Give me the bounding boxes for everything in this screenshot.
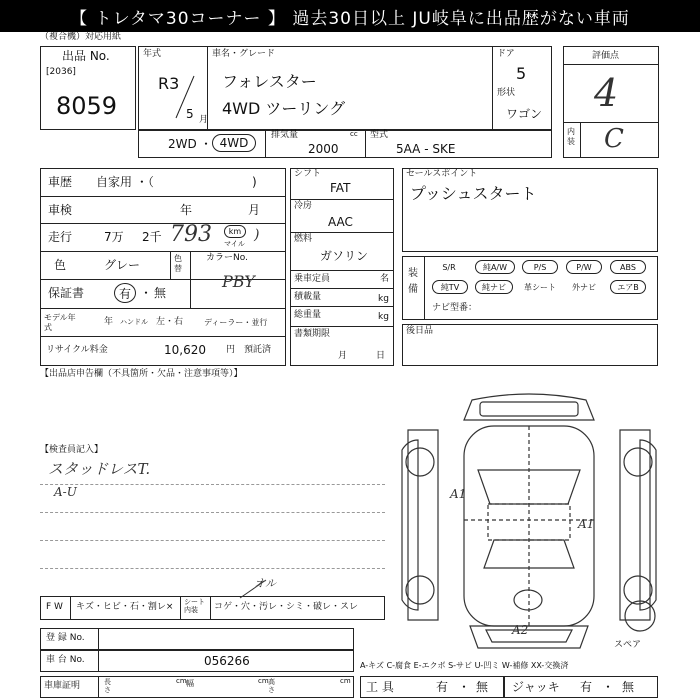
car-diagram	[398, 390, 660, 655]
warranty-no: 無	[154, 286, 167, 300]
recycle-label: リサイクル料金	[46, 345, 108, 355]
tools-no: 無	[476, 680, 489, 694]
first-reg-label: 書類期限	[294, 329, 331, 339]
drive-sep: ・	[200, 137, 213, 151]
recycle-value: 10,620	[164, 343, 206, 357]
history-label: 車歴	[48, 175, 73, 189]
cert-label: 車庫証明	[44, 681, 81, 691]
sales-point-label: セールスポイント	[406, 169, 478, 179]
jack-yes: 有	[580, 680, 593, 694]
navi-model-label: ナビ型番：	[432, 303, 478, 313]
fuel-label: 燃料	[294, 234, 313, 244]
shift-label: シフト	[294, 169, 322, 179]
ac-value: AAC	[328, 215, 353, 229]
registration-box	[40, 628, 354, 650]
color-label: 色	[54, 258, 67, 272]
equip-alloy-label: 純A/W	[482, 262, 508, 272]
shift-value: FAT	[330, 181, 351, 195]
year-slash	[170, 72, 200, 122]
spare-label: スペア	[614, 640, 642, 650]
door-label: ドア	[497, 49, 515, 59]
car-grade: 4WD ツーリング	[222, 99, 346, 118]
drive-2wd: 2WD	[168, 137, 197, 151]
door-value: 5	[516, 64, 527, 83]
model-year-year: 年	[104, 317, 114, 327]
inspection-year: 年	[180, 203, 193, 217]
model-year-lr: 左・右	[156, 317, 184, 327]
weight-label: 総重量	[294, 310, 322, 320]
equip-navi	[475, 280, 513, 294]
jack-no: 無	[622, 680, 635, 694]
model-year-label: モデル年式	[44, 313, 76, 332]
cert-height: 高さ	[268, 678, 275, 695]
drive-4wd: 4WD	[219, 136, 249, 150]
jack-label: ジャッキ	[512, 680, 560, 694]
displacement-label: 排気量	[271, 130, 299, 140]
fw-items: キズ・ヒビ・石・割レ×	[76, 602, 174, 612]
equip-airbag	[610, 280, 646, 294]
equip-sr	[434, 260, 464, 274]
warranty-yes-circled	[114, 283, 136, 303]
tools-yes: 有	[436, 680, 449, 694]
shape-label: 形状	[497, 88, 516, 98]
mileage-km-circled	[224, 225, 246, 238]
shape-value: ワゴン	[506, 107, 543, 121]
equip-ps-label: P/S	[533, 262, 547, 272]
model-label: 型式	[370, 130, 389, 140]
fuel-value: ガソリン	[320, 249, 369, 263]
recycle-unit: 円	[226, 345, 236, 355]
ac-label: 冷房	[294, 201, 313, 211]
capacity-label: 乗車定員	[294, 274, 331, 284]
drive-4wd-circled	[212, 134, 256, 152]
history-close: )	[252, 175, 257, 189]
recycle-note: 預託済	[244, 345, 272, 355]
cert-cm3: cm	[340, 677, 351, 685]
legend: A-キズ C-腐食 E-エクボ S-サビ U-凹ミ W-補修 XX-交換済	[360, 661, 569, 670]
lot-small-code: [2036]	[46, 67, 76, 77]
mileage-mark: )	[254, 227, 260, 243]
lot-label: 出品 No.	[62, 49, 110, 63]
inspection-label: 車検	[48, 203, 73, 217]
mileage-man: 7万	[104, 230, 124, 244]
equip-airbag-label: エアB	[617, 282, 639, 292]
color-code-label: カラーNo.	[206, 253, 248, 263]
tools-label: 工 具	[366, 680, 394, 694]
model-year-dealer: ディーラー・並行	[204, 318, 268, 327]
cert-width: 幅	[186, 679, 194, 688]
history-value: 自家用 ・（	[96, 175, 154, 189]
registration-label: 登 録 No.	[46, 633, 85, 643]
first-reg-day: 日	[376, 351, 386, 361]
banner	[0, 0, 700, 32]
year-month-unit: 月	[199, 115, 209, 125]
interior-value: C	[604, 124, 624, 154]
chassis-box	[40, 650, 354, 672]
car-label: 車名・グレード	[212, 49, 276, 59]
equip-pw	[566, 260, 602, 274]
warranty-sep: ・	[140, 286, 153, 300]
inspector-line1: スタッドレスT.	[48, 460, 151, 478]
score-value: 4	[594, 71, 619, 115]
color-value: グレー	[104, 258, 141, 272]
equip-ext-navi	[566, 280, 602, 294]
equip-tv-label: 純TV	[440, 282, 460, 292]
sales-point-value: プッシュスタート	[410, 184, 537, 203]
equipment-label: 装備	[408, 268, 418, 295]
year-label: 年式	[143, 49, 162, 59]
warranty-yes: 有	[118, 286, 131, 301]
model-value: 5AA - SKE	[396, 142, 456, 156]
model-year-handle: ハンドル	[120, 318, 148, 326]
cert-box	[40, 676, 354, 698]
damage-a1-left: A1	[450, 487, 467, 501]
equip-ps	[522, 260, 558, 274]
equip-abs	[610, 260, 646, 274]
fw-seat-label: シート内装	[184, 598, 205, 614]
jack-sep: ・	[602, 680, 615, 694]
chassis-value: 056266	[204, 654, 250, 668]
inspector-label: 【検査員記入】	[40, 445, 104, 455]
equip-leather	[520, 280, 560, 294]
equip-alloy	[475, 260, 515, 274]
first-reg-month: 月	[338, 351, 348, 361]
equip-leather-label: 革シート	[524, 282, 556, 292]
year-month: 5	[186, 107, 194, 121]
equip-tv	[432, 280, 468, 294]
mileage-sen: 2千	[142, 230, 162, 244]
subnote: （複合機）対応用紙	[40, 32, 122, 42]
cert-cm2: cm	[258, 677, 269, 685]
fw-items2: コゲ・穴・汚レ・シミ・破レ・スレ	[214, 602, 359, 612]
warranty-label: 保証書	[48, 286, 85, 300]
damage-a1-right: A1	[578, 517, 595, 531]
weight-unit: kg	[378, 312, 389, 322]
inspection-month: 月	[248, 203, 261, 217]
capacity-unit: 名	[380, 274, 390, 284]
lot-number: 8059	[56, 92, 118, 120]
equip-navi-label: 純ナビ	[482, 282, 506, 292]
banner-text: 【 トレタマ30コーナー 】 過去30日以上 JU岐阜に出品歴がない車両	[70, 8, 630, 29]
mileage-mile: マイル	[224, 240, 245, 248]
seller-notes-label: 【出品店申告欄（不具箇所・欠品・注意事項等）】	[40, 369, 243, 379]
equip-ext-navi-label: 外ナビ	[572, 282, 596, 292]
aftermarket-box	[402, 324, 658, 366]
load-unit: kg	[378, 294, 389, 304]
inspector-line2: A-U	[54, 485, 77, 499]
load-label: 積載量	[294, 292, 322, 302]
displacement-unit: cc	[350, 130, 358, 138]
year-era: R3	[158, 74, 180, 93]
car-name: フォレスター	[222, 72, 317, 91]
mileage-handwritten: 793	[170, 222, 212, 247]
score-label: 評価点	[592, 51, 620, 61]
damage-a2-rear: A2	[512, 623, 529, 637]
fw-mark: オル	[254, 577, 276, 590]
tools-sep: ・	[458, 680, 471, 694]
mileage-km: km	[228, 227, 242, 236]
mileage-label: 走行	[48, 230, 73, 244]
fw-label: F W	[46, 602, 63, 612]
displacement-value: 2000	[308, 142, 339, 156]
equip-sr-label: S/R	[442, 262, 456, 272]
fw-pointer	[230, 576, 270, 600]
sales-point-box	[402, 168, 658, 252]
aftermarket-label: 後日品	[406, 326, 434, 336]
cert-cm1: cm	[176, 677, 187, 685]
equip-pw-label: P/W	[576, 262, 592, 272]
color-code: PBY	[222, 272, 255, 291]
chassis-label: 車 台 No.	[46, 655, 85, 665]
equip-abs-label: ABS	[620, 262, 636, 272]
color-change-label: 色替	[174, 254, 182, 274]
cert-long: 長さ	[104, 678, 111, 695]
interior-label: 内装	[567, 127, 575, 146]
